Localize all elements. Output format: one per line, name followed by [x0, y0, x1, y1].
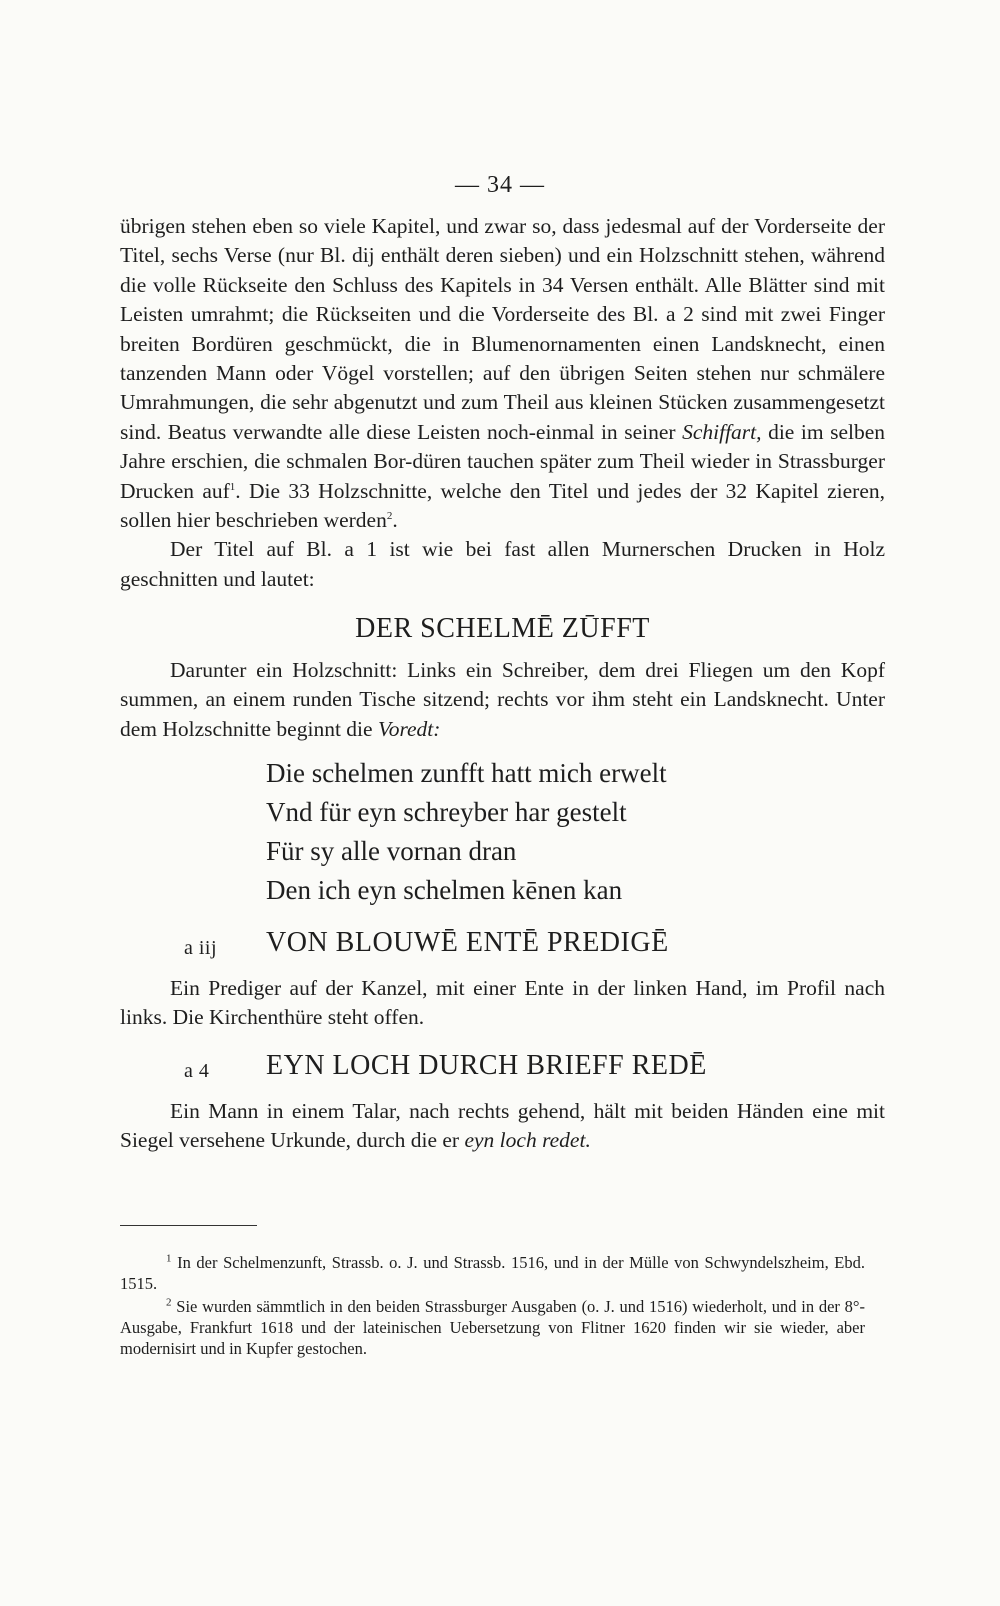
- footnote-1: [120, 1252, 865, 1294]
- verse-line: Die schelmen zunfft hatt mich erwelt: [266, 757, 667, 788]
- paragraph-intro-cont: die im selben Jahre erschien, die schmalen Bor-düren tauchen später zum Theil wieder in Strassburger Drucken auf: [120, 419, 886, 503]
- footnotes: [120, 1252, 865, 1361]
- paragraph-title-desc: Der Titel auf Bl. a 1 ist wie bei fast allen Murnerschen Drucken in Holz geschnitten und lautet:: [120, 537, 885, 591]
- paragraph-woodcut-desc: [120, 656, 885, 744]
- page-number: — 34 —: [455, 172, 545, 198]
- italic-schiffart: Schiffart,: [682, 419, 762, 444]
- signature-mark: a iij: [184, 936, 218, 959]
- chapter-heading-1: [120, 928, 885, 964]
- chapter-heading-2: [120, 1051, 885, 1087]
- paragraph-intro-text: übrigen stehen eben so viele Kapitel, und zwar so, dass jedesmal auf der Vorderseite der Titel, sechs Verse (nur Bl. dij enthält deren sieben) und ein Holzschnitt stehen, während die volle Rückseite den Schluss des Kapitels in 34 Versen enthält. Alle Blätter sind mit Leisten umrahmt; die Rückseiten und die Vorderseite des Bl. a 2 sind mit zwei Finger breiten Bordüren geschmückt, die in Blumenornamenten einen Landsknecht, einen tanzenden Mann oder Vögel vorstellen; auf den übrigen Seiten stehen nur schmälere Umrahmungen, die sehr abgenutzt und zum Theil aus kleinen Stücken zusammengesetzt sind. Beatus verwandte alle diese Leisten noch-einmal in seiner: [120, 214, 885, 444]
- signature-mark: a 4: [184, 1059, 210, 1082]
- paragraph-chapter-2-text: Ein Mann in einem Talar, nach rechts gehend, hält mit beiden Händen eine mit Siegel versehene Urkunde, durch die er: [120, 1098, 885, 1153]
- paragraph-intro: [120, 212, 885, 535]
- verse-line: Vnd für eyn schreyber har gestelt: [266, 796, 627, 827]
- footnote-mark: 2: [166, 1296, 172, 1309]
- footnote-text: Sie wurden sämmtlich in den beiden Strassburger Ausgaben (o. J. und 1516) wiederholt, und in der 8°-Ausgabe, Frankfurt 1618 und der lateinischen Uebersetzung von Flitner 1620 finden wir sie wieder, aber modernisirt und in Kupfer gestochen.: [120, 1297, 866, 1358]
- verse-line: Für sy alle vornan dran: [266, 835, 517, 866]
- main-text: [120, 212, 885, 1156]
- verse-line: Den ich eyn schelmen kēnen kan: [266, 874, 623, 905]
- paragraph-woodcut-text: Darunter ein Holzschnitt: Links ein Schreiber, dem drei Fliegen um den Kopf summen, an einem runden Tische sitzend; rechts vor ihm steht ein Landsknecht. Unter dem Holzschnitte beginnt die: [120, 657, 885, 741]
- title-heading: DER SCHELMĒ ZŪFFT: [355, 613, 650, 645]
- paragraph-intro-end: . Die 33 Holzschnitte, welche den Titel und jedes der 32 Kapitel zieren, sollen hier beschrieben werden: [120, 478, 885, 533]
- verse-block: [266, 754, 885, 910]
- chapter-title: EYN LOCH DURCH BRIEFF REDĒ: [266, 1049, 707, 1081]
- footnote-2: [120, 1296, 865, 1359]
- footnote-mark: 1: [166, 1252, 172, 1265]
- paragraph-chapter-2: [120, 1097, 885, 1156]
- footnote-divider: [120, 1225, 257, 1226]
- footnote-ref-2[interactable]: 2: [386, 509, 393, 522]
- chapter-title: VON BLOUWĒ ENTĒ PREDIGĒ: [266, 926, 669, 958]
- paragraph-intro-tail: .: [392, 508, 398, 533]
- footnote-text: In der Schelmenzunft, Strassb. o. J. und Strassb. 1516, und in der Mülle von Schwyndelszheim, Ebd. 1515.: [120, 1253, 865, 1293]
- italic-loch-redet: eyn loch redet.: [464, 1128, 591, 1153]
- paragraph-chapter-1: Ein Prediger auf der Kanzel, mit einer Ente in der linken Hand, im Profil nach links. Die Kirchenthüre steht offen.: [120, 975, 885, 1030]
- italic-voredt: Voredt:: [377, 716, 441, 741]
- footnote-ref-1[interactable]: 1: [229, 480, 236, 493]
